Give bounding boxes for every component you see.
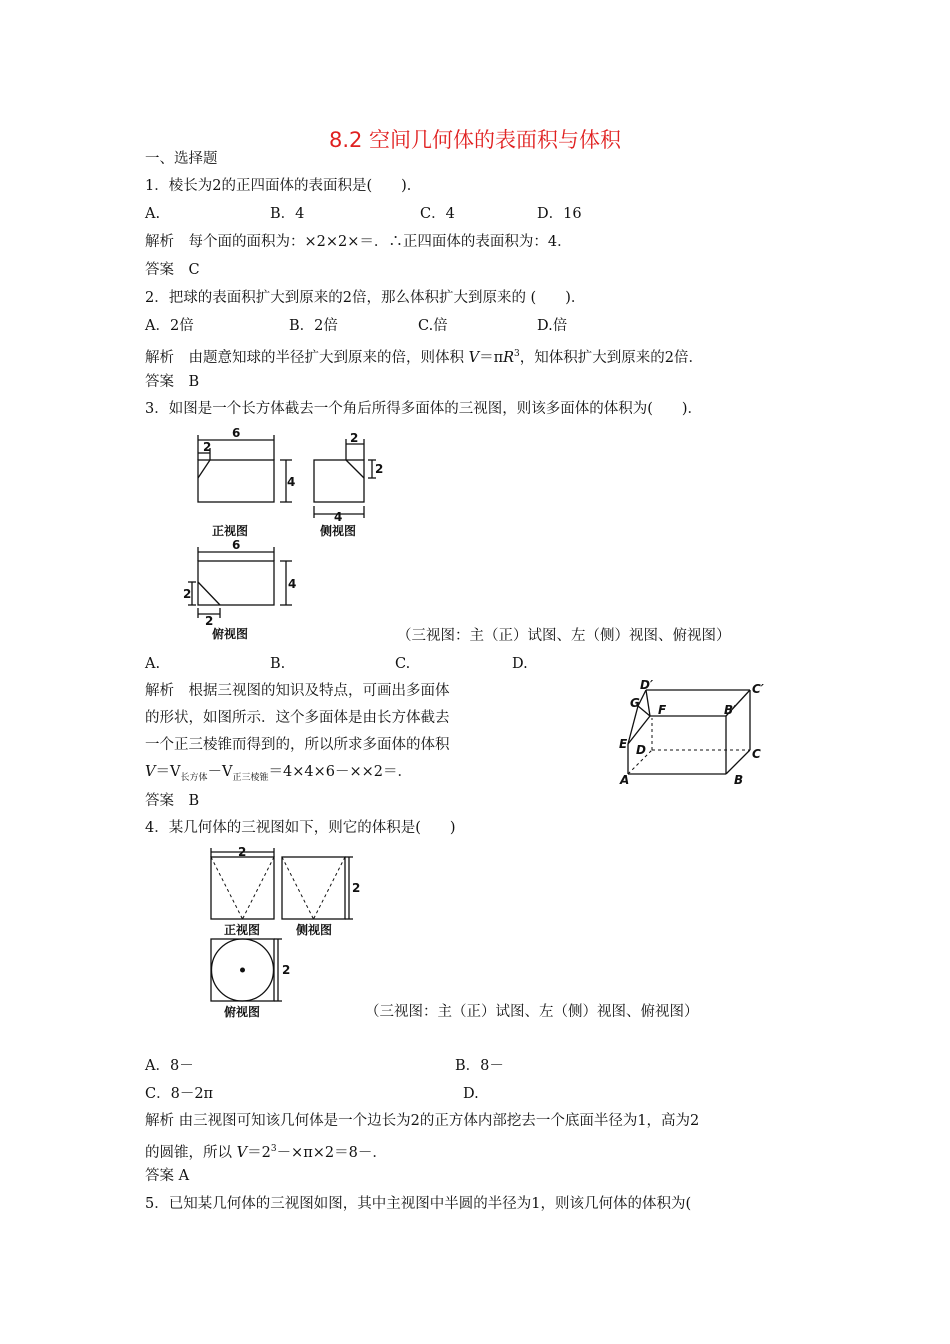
q4-three-views-figure [200,842,370,1020]
q1-analysis: 解析 每个面的面积为：×2×2×＝．∴正四面体的表面积为：4． [145,234,572,250]
q4-answer: 答案 A [145,1168,190,1184]
q4-option-c: C．8－2π [145,1086,214,1102]
q3-vertex-e: E [619,737,628,751]
q3-label-6: 6 [232,426,241,440]
q4-option-d: D. [463,1086,479,1102]
q4-caption: （三视图：主（正）试图、左（侧）视图、俯视图） [365,1004,699,1020]
q3-label-2d: 2 [183,587,192,601]
q3-vertex-g: G [630,696,640,710]
q4-label-2a: 2 [238,845,247,859]
q2-analysis: 解析 由题意知球的半径扩大到原来的倍，则体积 $V=\pi R^3$，知体积扩大到原来的2倍． [145,349,704,366]
page-title: 8.2 空间几何体的表面积与体积 [328,128,622,152]
q3-volume-formula: $V=V_{长方体}-V_{正三棱锥}=4\times 4\times 6-\times\times 2=$． [145,764,412,783]
q3-vertex-f: F [658,703,667,717]
q1-option-d: D．16 [537,206,582,222]
q3-analysis-line1: 解析 根据三视图的知识及特点，可画出多面体 [145,683,450,699]
q4-analysis-line2: 的圆锥，所以 $V=2^3-\times\pi\times 2=8-$． [145,1144,387,1161]
q4-label-2c: 2 [282,963,291,977]
q3-option-a: A. [145,656,161,672]
q4-top-view-label: 俯视图 [224,1005,261,1019]
q3-option-b: B. [270,656,286,672]
q3-analysis-line2: 的形状，如图所示．这个多面体是由长方体截去 [145,710,450,726]
q3-vertex-c-prime: C′ [752,682,764,696]
q4-option-a: A．8－ [145,1058,194,1074]
q3-label-2b: 2 [350,431,359,445]
q3-option-c: C. [395,656,411,672]
q1-option-c: C．4 [420,206,455,222]
q4-front-view-label: 正视图 [224,923,261,937]
q3-label-4a: 4 [287,475,296,489]
q2-option-a: A．2倍 [145,318,194,334]
q3-side-view-label: 侧视图 [320,524,357,538]
q3-vertex-b: B [734,773,744,787]
q5-stem: 5．已知某几何体的三视图如图，其中主视图中半圆的半径为1，则该几何体的体积为( [145,1196,692,1212]
q2-stem: 2．把球的表面积扩大到原来的2倍，那么体积扩大到原来的 ( )． [145,290,586,306]
q3-label-4c: 4 [288,577,297,591]
q3-caption: （三视图：主（正）试图、左（侧）视图、俯视图） [397,628,731,644]
q2-option-c: C.倍 [418,318,448,334]
q3-vertex-d-prime: D′ [640,678,654,692]
q2-option-b: B．2倍 [289,318,338,334]
q3-vertex-a: A [620,773,630,787]
q1-option-b: B．4 [270,206,305,222]
q3-analysis-line3: 一个正三棱锥而得到的，所以所求多面体的体积 [145,737,450,753]
q3-label-2c: 2 [375,462,384,476]
q3-three-views-figure [180,422,410,644]
q3-vertex-c: C [752,747,761,761]
q3-answer: 答案 B [145,793,200,809]
q1-option-a: A. [145,206,161,222]
q3-label-2e: 2 [205,614,214,628]
q3-label-4b: 4 [334,510,343,524]
q4-side-view-label: 侧视图 [296,923,333,937]
q4-option-b: B．8－ [455,1058,504,1074]
q3-front-view-label: 正视图 [212,524,249,538]
q3-label-2a: 2 [203,440,212,454]
q4-stem: 4．某几何体的三视图如下，则它的体积是( ) [145,820,456,836]
section-heading: 一、选择题 [145,151,218,167]
q3-label-6b: 6 [232,538,241,552]
q1-answer: 答案 C [145,262,200,278]
q3-vertex-d: D [636,743,646,757]
q3-polyhedron-figure [614,676,774,792]
q3-option-d: D. [512,656,528,672]
q3-top-view-label: 俯视图 [212,627,249,641]
q4-analysis-line1: 解析 由三视图可知该几何体是一个边长为2的正方体内部挖去一个底面半径为1，高为2 [145,1113,700,1129]
q1-stem: 1．棱长为2的正四面体的表面积是( )． [145,178,422,194]
q3-vertex-b-prime: B′ [724,703,737,717]
q2-answer: 答案 B [145,374,200,390]
q3-stem: 3．如图是一个长方体截去一个角后所得多面体的三视图，则该多面体的体积为( )． [145,401,703,417]
q2-option-d: D.倍 [537,318,568,334]
q4-label-2b: 2 [352,881,361,895]
